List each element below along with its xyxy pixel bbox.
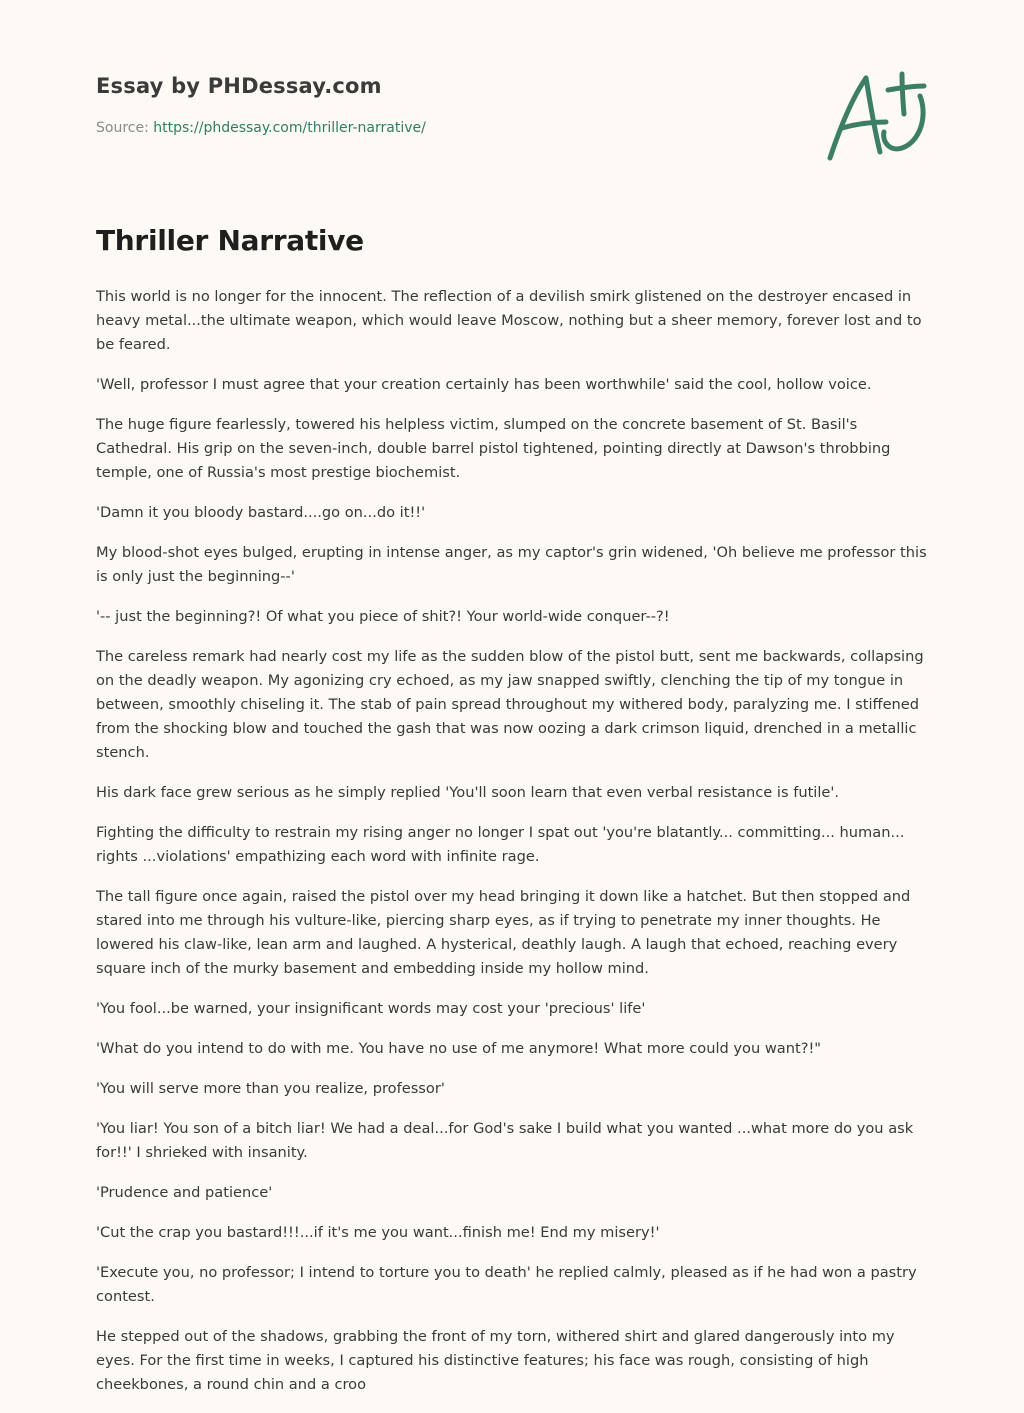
paragraph: 'You liar! You son of a bitch liar! We had a deal...for God's sake I build what you wanted ...what more do you ask for!!' I shrieked with insanity. — [96, 1120, 914, 1161]
source-link[interactable]: https://phdessay.com/thriller-narrative/ — [153, 120, 426, 136]
paragraph: 'Execute you, no professor; I intend to torture you to death' he replied calmly, pleased as if he had won a pastry contest. — [96, 1264, 917, 1305]
paragraph: 'What do you intend to do with me. You have no use of me anymore! What more could you want?!" — [96, 1040, 822, 1057]
paragraph: 'You will serve more than you realize, professor' — [96, 1080, 445, 1097]
paragraph: 'You fool...be warned, your insignificant words may cost your 'precious' life' — [96, 1000, 646, 1017]
paragraph: 'Damn it you bloody bastard....go on...do it!!' — [96, 504, 426, 521]
paragraph: Fighting the difficulty to restrain my rising anger no longer I spat out 'you're blatantly... committing... human... rights ...violations' empathizing each word with infinite rage. — [96, 824, 905, 865]
article-title: Thriller Narrative — [96, 224, 364, 257]
paragraph: 'Well, professor I must agree that your creation certainly has been worthwhile' said the cool, hollow voice. — [96, 376, 872, 393]
site-title: Essay by PHDessay.com — [96, 74, 382, 98]
paragraph: The tall figure once again, raised the pistol over my head bringing it down like a hatchet. But then stopped and stared into me through his vulture-like, piercing sharp eyes, as if trying to penetrate my inner thoughts. He lowered his claw-like, lean arm and laughed. A hysterical, deathly laugh. A laugh that echoed, reaching every square inch of the murky basement and embedding inside my hollow mind. — [96, 888, 911, 977]
article — [96, 224, 928, 1413]
source-line — [96, 120, 936, 136]
paragraph: 'Prudence and patience' — [96, 1184, 273, 1201]
paragraph: The huge figure fearlessly, towered his helpless victim, slumped on the concrete basement of St. Basil's Cathedral. His grip on the seven-inch, double barrel pistol tightened, pointing directly at Dawson's throbbing temple, one of Russia's most prestige biochemist. — [96, 416, 891, 481]
paragraph: My blood-shot eyes bulged, erupting in intense anger, as my captor's grin widened, 'Oh believe me professor this is only just the beginning--' — [96, 544, 927, 585]
paragraph: The careless remark had nearly cost my life as the sudden blow of the pistol butt, sent me backwards, collapsing on the deadly weapon. My agonizing cry echoed, as my jaw snapped swiftly, clenching the tip of my tongue in between, smoothly chiseling it. The stab of pain spread throughout my withered body, paralyzing me. I stiffened from the shocking blow and touched the gash that was now oozing a dark crimson liquid, drenched in a metallic stench. — [96, 648, 924, 761]
paragraph: He stepped out of the shadows, grabbing the front of my torn, withered shirt and glared dangerously into my eyes. For the first time in weeks, I captured his distinctive features; his face was rough, consisting of high cheekbones, a round chin and a croo — [96, 1328, 895, 1393]
a-plus-grade-icon — [822, 66, 932, 166]
paragraph: '-- just the beginning?! Of what you piece of shit?! Your world-wide conquer--?! — [96, 608, 670, 625]
page-header — [96, 74, 936, 136]
paragraph: 'Cut the crap you bastard!!!...if it's me you want...finish me! End my misery!' — [96, 1224, 660, 1241]
source-label: Source: — [96, 120, 154, 136]
paragraph: This world is no longer for the innocent. The reflection of a devilish smirk glistened on the destroyer encased in heavy metal...the ultimate weapon, which would leave Moscow, nothing but a sheer memory, forever lost and to be feared. — [96, 288, 922, 353]
paragraph: His dark face grew serious as he simply replied 'You'll soon learn that even verbal resistance is futile'. — [96, 784, 840, 801]
